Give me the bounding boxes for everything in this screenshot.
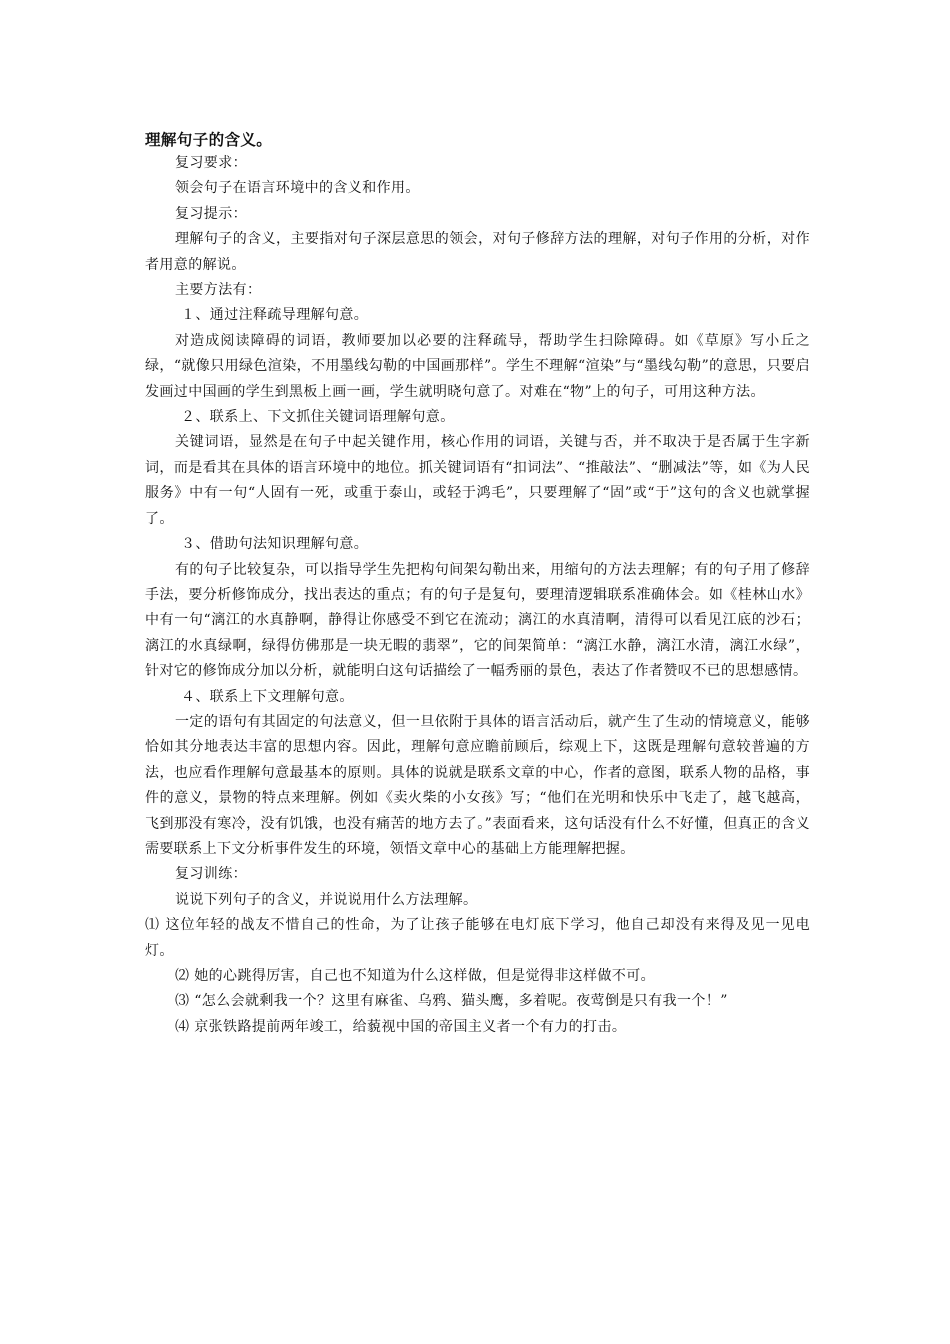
method-heading-2: ２、联系上、下文抓住关键词语理解句意。	[181, 409, 455, 426]
paragraph: 领会句子在语言环境中的含义和作用。	[175, 180, 420, 197]
exercise-item-2: ⑵ 她的心跳得厉害，自己也不知道为什么这样做，但是觉得非这样做不可。	[175, 968, 656, 984]
document-title: 理解句子的含义。	[145, 130, 273, 149]
exercise-item-3: ⑶ “怎么会就剩我一个？这里有麻雀、乌鸦、猫头鹰，多着呢。夜莺倒是只有我一个！”	[175, 993, 728, 1010]
paragraph: 有的句子比较复杂，可以指导学生先把构句间架勾勒出来，用缩句的方法去理解；有的句子用了修辞手法，要分析修饰成分，找出表达的重点；有的句子是复句，要理清逻辑联系准确体会。如《桂林山水》中有一句“漓江的水真静啊，静得让你感受不到它在流动；漓江的水真清啊，清得可以看见江底的沙石；漓江的水真绿啊，绿得仿佛那是一块无暇的翡翠”，它的间架简单：“漓江水静，漓江水清，漓江水绿”，针对它的修饰成分加以分析，就能明白这句话描绘了一幅秀丽的景色，表达了作者赞叹不已的思想感情。	[145, 561, 810, 680]
method-heading-1: １、通过注释疏导理解句意。	[181, 307, 369, 324]
paragraph: 一定的语句有其固定的句法意义，但一旦依附于具体的语言活动后，就产生了生动的情境意义，能够恰如其分地表达丰富的思想内容。因此，理解句意应瞻前顾后，综观上下，这既是理解句意较普遍的方法，也应看作理解句意最基本的原则。具体的说就是联系文章的中心，作者的意图，联系人物的品格，事件的意义，景物的特点来理解。例如《卖火柴的小女孩》写；“他们在光明和快乐中飞走了，越飞越高，飞到那没有寒冷，没有饥饿，也没有痛苦的地方去了。”表面看来，这句话没有什么不好懂，但真正的含义需要联系上下文分析事件发生的环境，领悟文章中心的基础上方能理解把握。	[145, 713, 810, 857]
method-heading-3: ３、借助句法知识理解句意。	[181, 536, 369, 553]
paragraph: 关键词语，显然是在句子中起关键作用，核心作用的词语，关键与否，并不取决于是否属于生字新词，而是看其在具体的语言环境中的地位。抓关键词语有“扣词法”、“推敲法”、“删减法”等，如《为人民服务》中有一句“人固有一死，或重于泰山，或轻于鸿毛”，只要理解了“固”或“于”这句的含义也就掌握了。	[145, 434, 810, 527]
exercise-instruction: 说说下列句子的含义，并说说用什么方法理解。	[175, 891, 478, 908]
exercise-item-1: ⑴ 这位年轻的战友不惜自己的性命，为了让孩子能够在电灯底下学习，他自己却没有来得及见一见电灯。	[145, 917, 810, 959]
paragraph: 理解句子的含义，主要指对句子深层意思的领会，对句子修辞方法的理解，对句子作用的分析，对作者用意的解说。	[145, 231, 810, 273]
section-heading-review-tips: 复习提示：	[175, 205, 247, 222]
exercise-item-4: ⑷ 京张铁路提前两年竣工，给藐视中国的帝国主义者一个有力的打击。	[175, 1018, 627, 1035]
section-heading-review-requirements: 复习要求：	[175, 155, 247, 171]
paragraph: 对造成阅读障碍的词语，教师要加以必要的注释疏导，帮助学生扫除障碍。如《草原》写小丘之绿，“就像只用绿色渲染，不用墨线勾勒的中国画那样”。学生不理解“渲染”与“墨线勾勒”的意思，只要启发画过中国画的学生到黑板上画一画，学生就明晓句意了。对难在“物”上的句子，可用这种方法。	[145, 332, 810, 400]
section-heading-main-methods: 主要方法有：	[175, 282, 262, 299]
method-heading-4: ４、联系上下文理解句意。	[181, 688, 354, 705]
document-body	[145, 128, 810, 1040]
section-heading-review-training: 复习训练：	[175, 866, 247, 883]
